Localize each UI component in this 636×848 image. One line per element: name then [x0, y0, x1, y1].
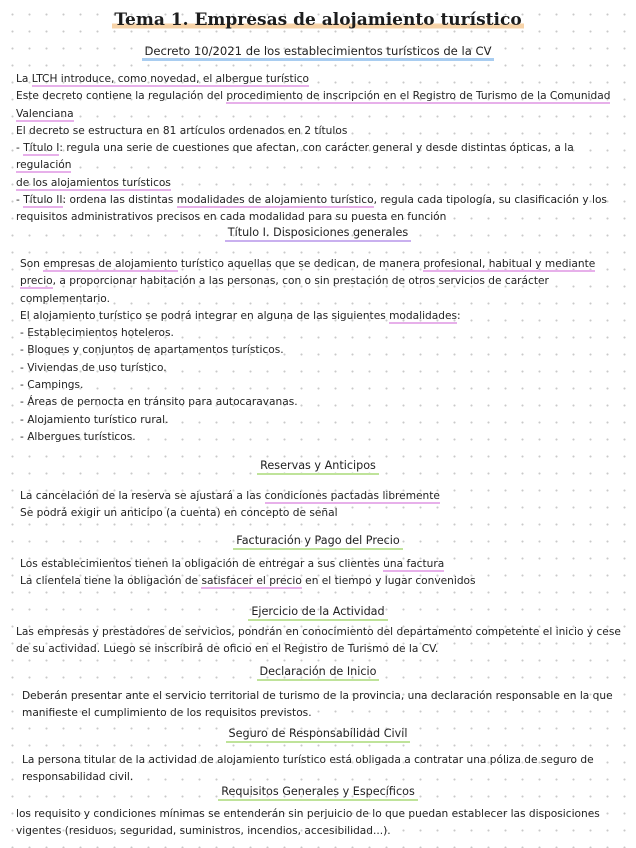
intro-line: - Título II: ordena las distintas modalidades de alojamiento turístico, regula cada tipología, su clasificación y los [16, 194, 607, 207]
heading-titulo-1: Título I. Disposiciones generales [0, 226, 636, 239]
intro-line: Este decreto contiene la regulación del procedimiento de inscripción en el Registro de Turismo de la Comunidad [16, 90, 611, 103]
requisitos-line: los requisito y condiciones mínimas se entenderán sin perjuicio de lo que puedan establecer las disposiciones [16, 808, 600, 820]
page-subtitle: Decreto 10/2021 de los establecimientos turísticos de la CV [0, 44, 636, 58]
intro-line: de los alojamientos turísticos [16, 176, 171, 189]
heading-ejercicio: Ejercicio de la Actividad [0, 605, 636, 618]
modalidad-item: - Albergues turísticos. [20, 430, 136, 443]
titulo-1-line: precio, a proporcionar habitación a las personas, con o sin prestación de otros servicios de carácter [20, 275, 549, 288]
intro-line: Valenciana [16, 107, 74, 120]
facturacion-section [20, 556, 626, 591]
titulo-1-line: Son empresas de alojamiento turístico aquellas que se dedican, de manera profesional, habitual y mediante [20, 258, 596, 270]
seguro-section [22, 752, 628, 787]
requisitos-section [16, 806, 622, 841]
heading-reservas: Reservas y Anticipos [0, 459, 636, 472]
modalidad-item: - Alojamiento turístico rural. [20, 413, 169, 426]
heading-seguro: Seguro de Responsabilidad Civil [0, 727, 636, 740]
reservas-line: La cancelación de la reserva se ajustará a las condiciones pactadas libremente [20, 490, 440, 502]
declaracion-line: Deberán presentar ante el servicio territorial de turismo de la provincia, una declaración responsable en la que [22, 690, 613, 702]
heading-facturacion: Facturación y Pago del Precio [0, 534, 636, 547]
seguro-line: responsabilidad civil. [22, 771, 134, 784]
facturacion-line: La clientela tiene la obligación de satisfacer el precio en el tiempo y lugar convenidos [20, 575, 476, 588]
reservas-section [20, 488, 626, 523]
ejercicio-line: de su actividad. Luego se inscribirá de oficio en el Registro de Turismo de la CV. [16, 643, 439, 656]
modalidad-item: - Bloques y conjuntos de apartamentos turísticos. [20, 344, 284, 357]
titulo-1-line: El alojamiento turístico se podrá integrar en alguna de las siguientes modalidades: [20, 309, 461, 322]
requisitos-line: vigentes (residuos, seguridad, suministros, incendios, accesibilidad...). [16, 825, 391, 838]
page-title: Tema 1. Empresas de alojamiento turístico [114, 10, 522, 30]
reservas-line: Se podrá exigir un anticipo (a cuenta) en concepto de señal [20, 507, 338, 520]
declaracion-line: manifieste el cumplimiento de los requisitos previstos. [22, 707, 312, 720]
modalidad-item: - Áreas de pernocta en tránsito para autocaravanas. [20, 396, 298, 409]
intro-line: - Título I: regula una serie de cuestiones que afectan, con carácter general y desde distintas ópticas, a la regulación [16, 142, 574, 172]
modalidad-item: - Establecimientos hoteleros. [20, 327, 174, 340]
modalidad-item: - Viviendas de uso turístico. [20, 361, 167, 374]
titulo-1-line: complementario. [20, 292, 110, 305]
modalidad-item: - Campings. [20, 379, 84, 392]
intro-line: La LTCH introduce, como novedad, el albergue turístico [16, 73, 309, 85]
ejercicio-section [16, 624, 622, 659]
titulo-1-section [20, 256, 626, 446]
intro-section [16, 71, 622, 227]
heading-declaracion: Declaración de Inicio [0, 665, 636, 678]
declaracion-section [22, 688, 628, 723]
seguro-line: La persona titular de la actividad de alojamiento turístico está obligada a contratar una póliza de seguro de [22, 754, 594, 766]
heading-requisitos: Requisitos Generales y Específicos [0, 785, 636, 798]
intro-line: El decreto se estructura en 81 artículos ordenados en 2 títulos [16, 124, 348, 137]
facturacion-line: Los establecimientos tienen la obligación de entregar a sus clientes una factura [20, 558, 445, 570]
ejercicio-line: Las empresas y prestadores de servicios, pondrán en conocimiento del departamento competente el inicio y cese [16, 626, 621, 638]
intro-line: requisitos administrativos precisos en cada modalidad para su puesta en función [16, 211, 447, 224]
